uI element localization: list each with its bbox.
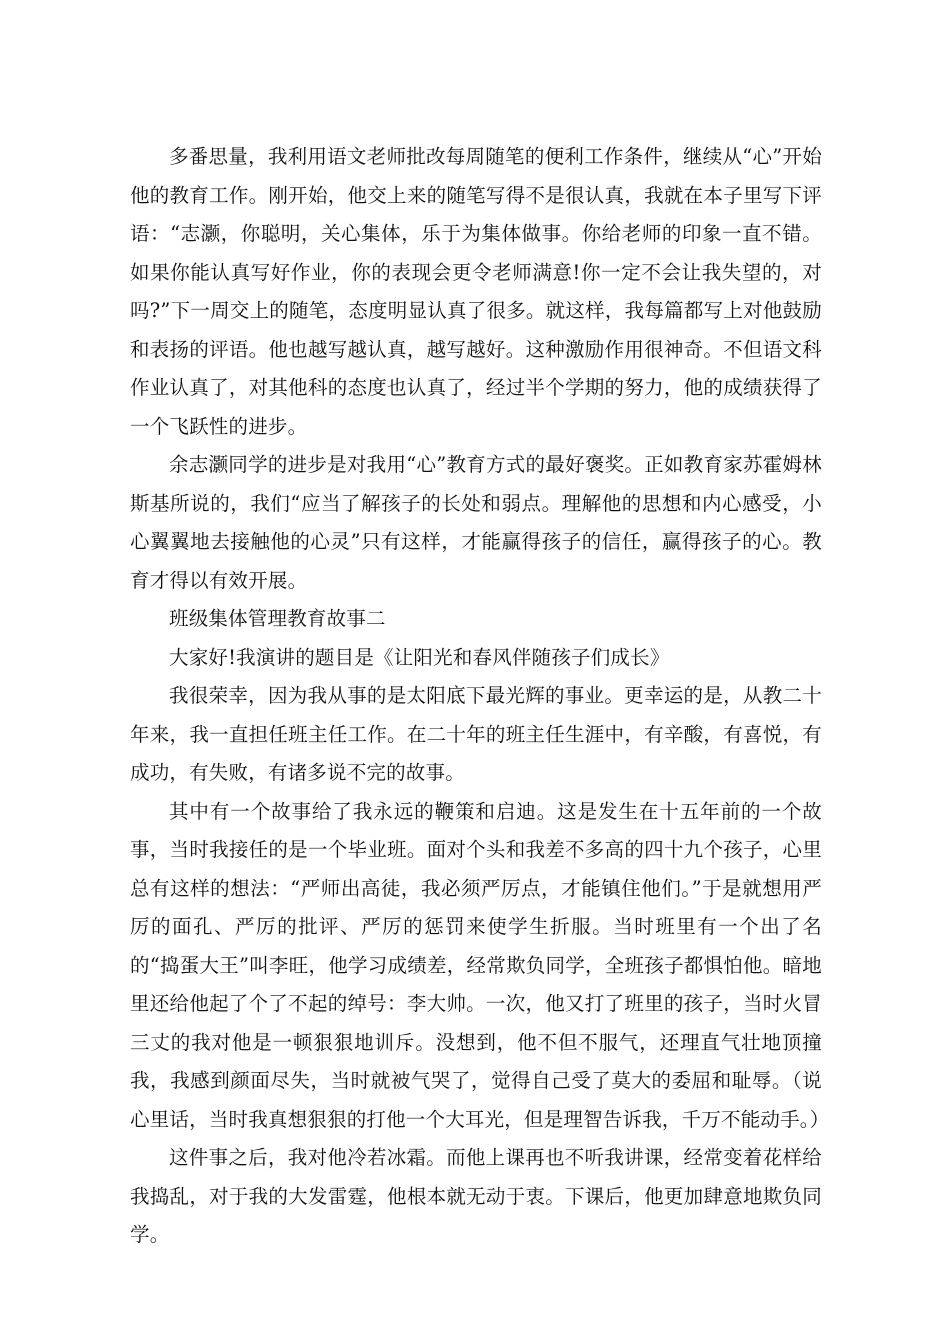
paragraph-1: 多番思量，我利用语文老师批改每周随笔的便利工作条件，继续从“心”开始他的教育工作。刚开始，他交上来的随笔写得不是很认真，我就在本子里写下评语：“志灏，你聪明，关心集体，乐于为集体做事。你给老师的印象一直不错。如果你能认真写好作业，你的表现会更令老师满意!你一定不会让我失望的，对吗?”下一周交上的随笔，态度明显认真了很多。就这样，我每篇都写上对他鼓励和表扬的评语。他也越写越认真，越写越好。这种激励作用很神奇。不但语文科作业认真了，对其他科的态度也认真了，经过半个学期的努力，他的成绩获得了一个飞跃性的进步。 xyxy=(130,145,822,438)
section-heading: 班级集体管理教育故事二 xyxy=(169,607,386,630)
paragraph-5: 这件事之后，我对他冷若冰霜。而他上课再也不听我讲课，经常变着花样给我捣乱，对于我的大发雷霆，他根本就无动于衷。下课后，他更加肆意地欺负同学。 xyxy=(130,1146,822,1246)
paragraph-3: 我很荣幸，因为我从事的是太阳底下最光辉的事业。更幸运的是，从教二十年来，我一直担任班主任工作。在二十年的班主任生涯中，有辛酸，有喜悦，有成功，有失败，有诸多说不完的故事。 xyxy=(130,684,822,784)
document-page xyxy=(130,138,830,1255)
speech-title: 大家好!我演讲的题目是《让阳光和春风伴随孩子们成长》 xyxy=(169,645,670,669)
paragraph-4: 其中有一个故事给了我永远的鞭策和启迪。这是发生在十五年前的一个故事，当时我接任的是一个毕业班。面对个头和我差不多高的四十九个孩子，心里总有这样的想法：“严师出高徒，我必须严厉点，才能镇住他们。”于是就想用严厉的面孔、严厉的批评、严厉的惩罚来使学生折服。当时班里有一个出了名的“捣蛋大王”叫李旺，他学习成绩差，经常欺负同学，全班孩子都惧怕他。暗地里还给他起了个了不起的绰号：李大帅。一次，他又打了班里的孩子，当时火冒三丈的我对他是一顿狠狠地训斥。没想到，他不但不服气，还理直气壮地顶撞我，我感到颜面尽失，当时就被气哭了，觉得自己受了莫大的委屈和耻辱。（说心里话，当时我真想狠狠的打他一个大耳光，但是理智告诉我，千万不能动手。） xyxy=(130,799,830,1131)
paragraph-2: 余志灏同学的进步是对我用“心”教育方式的最好褒奖。正如教育家苏霍姆林斯基所说的，我们“应当了解孩子的长处和弱点。理解他的思想和内心感受，小心翼翼地去接触他的心灵”只有这样，才能赢得孩子的信任，赢得孩子的心。教育才得以有效开展。 xyxy=(130,453,822,592)
